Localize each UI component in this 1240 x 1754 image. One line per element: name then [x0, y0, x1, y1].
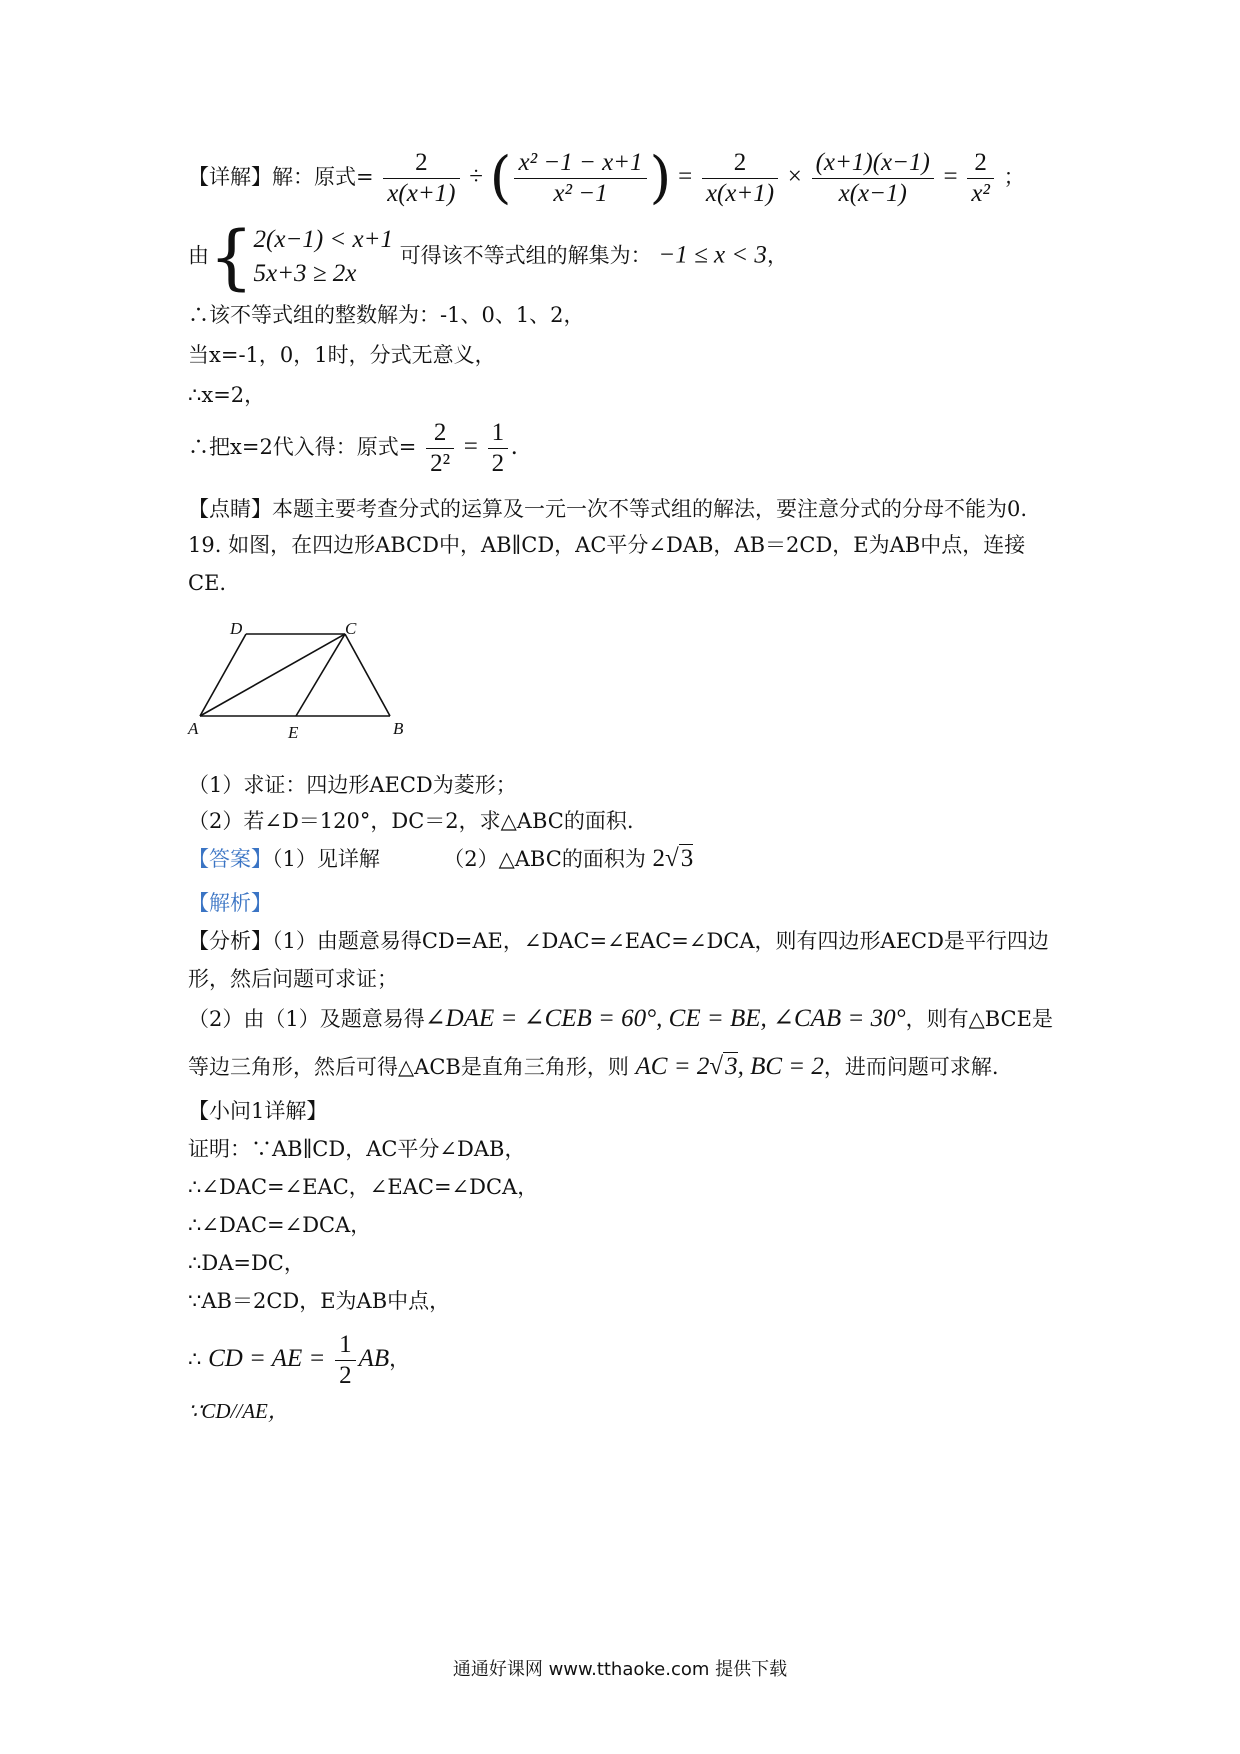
- answer-line: [188, 844, 693, 874]
- right-paren: ): [649, 145, 672, 211]
- analysis-line-3: [188, 1004, 1053, 1034]
- left-paren: (: [489, 145, 512, 211]
- analysis-line-3-tail: ，则有△BCE是: [905, 1007, 1053, 1031]
- undefined-values-line: 当x=-1，0，1时，分式无意义，: [188, 343, 496, 367]
- semicolon: ；: [1003, 165, 1025, 189]
- proof-line-4: ∴DA=DC，: [188, 1251, 305, 1275]
- label-c: C: [345, 619, 357, 638]
- fraction-2-over-2sq: $\frac{2}{\text{2²}}$: [426, 418, 454, 479]
- analysis-line-1: 【分析】（1）由题意易得CD=AE，∠DAC=∠EAC=∠DCA，则有四边形AECD是平行四边: [188, 929, 1049, 953]
- analysis-line-4: [188, 1052, 999, 1082]
- analysis-tag: 【解析】: [188, 891, 272, 915]
- inequality-1: 2(x−1) < x+1: [253, 226, 393, 253]
- you-text: 由: [188, 243, 209, 268]
- label-d: D: [230, 619, 243, 638]
- proof-line-1: 证明：∵AB∥CD，AC平分∠DAB，: [188, 1137, 526, 1161]
- equals-sign-3: =: [463, 433, 478, 460]
- answer-value: 2√3: [652, 845, 694, 872]
- solution-set: −1 ≤ x < 3: [658, 241, 767, 269]
- fraction-4: $\frac{(x+1)(x-1)}{x(x-1)}$: [812, 148, 934, 209]
- analysis-line-4-text: 等边三角形，然后可得△ACB是直角三角形，则: [188, 1055, 629, 1079]
- x-equals-2-line: ∴x=2，: [188, 383, 266, 407]
- fraction-3: $\frac{2}{x(x+1)}$: [702, 148, 778, 209]
- proof-line-2: ∴∠DAC=∠EAC，∠EAC=∠DCA，: [188, 1175, 539, 1199]
- analysis-line-3-math: ∠DAE = ∠CEB = 60°, CE = BE, ∠CAB = 30°: [424, 1005, 906, 1032]
- proof-line-5: ∵AB＝2CD，E为AB中点，: [188, 1289, 451, 1313]
- substitution-text: ∴把x=2代入得：原式=: [188, 435, 417, 459]
- answer-part-1: （1）见详解: [272, 847, 380, 871]
- fraction-1: $\frac{2}{x(x+1)}$: [383, 148, 459, 209]
- problem-19-line-1: 19. 如图，在四边形ABCD中，AB∥CD，AC平分∠DAB，AB＝2CD，E为AB中点，连接: [188, 533, 1026, 557]
- fraction-2: $\frac{\text{x² −1 − x+1}}{\text{x² −1}}$: [514, 148, 646, 209]
- substitution-line: [188, 418, 517, 479]
- period: .: [511, 433, 518, 460]
- cd-ae-eq: CD = AE =: [208, 1345, 326, 1372]
- footer-text: 通通好课网 www.tthaoke.com 提供下载: [452, 1659, 788, 1680]
- comma-2: ，: [389, 1347, 411, 1371]
- proof-line-3: ∴∠DAC=∠DCA，: [188, 1213, 372, 1237]
- inequality-2: 5x+3 ≥ 2x: [253, 260, 357, 287]
- answer-part-2: （2）△ABC的面积为: [443, 847, 646, 871]
- ab-text: AB: [358, 1345, 390, 1372]
- comma: ，: [766, 243, 788, 268]
- analysis-line-4-math: AC = 2√3, BC = 2: [635, 1053, 824, 1080]
- label-e: E: [288, 723, 299, 742]
- proof-line-7: ∵CD//AE，: [188, 1399, 289, 1423]
- answer-tag: 【答案】: [188, 847, 272, 871]
- equals-sign-2: =: [943, 163, 958, 190]
- therefore-sign: ∴: [188, 1347, 202, 1371]
- detail-tag: 【详解】: [188, 165, 272, 189]
- question-1: （1）求证：四边形AECD为菱形；: [188, 773, 517, 797]
- fraction-1-over-2: $\frac{1}{2}$: [488, 418, 509, 479]
- proof-tag: 【小问1详解】: [188, 1099, 328, 1123]
- times-sign: ×: [787, 163, 802, 190]
- proof-line-6: [188, 1330, 410, 1391]
- analysis-line-3-text: （2）由（1）及题意易得: [188, 1007, 425, 1031]
- question-2: （2）若∠D＝120°，DC＝2，求△ABC的面积.: [188, 809, 634, 833]
- fraction-5: $\frac{2}{\text{x²}}$: [967, 148, 994, 209]
- analysis-line-2: 形，然后问题可求证；: [188, 967, 398, 991]
- label-a: A: [188, 719, 199, 738]
- solution-line-simplify: [188, 145, 1025, 211]
- analysis-line-4-tail: ，进而问题可求解.: [823, 1055, 999, 1079]
- inequality-stack: [254, 223, 393, 291]
- problem-19-line-2: CE.: [188, 571, 227, 595]
- integer-solutions-line: ∴该不等式组的整数解为：-1、0、1、2，: [188, 303, 585, 327]
- label-b: B: [393, 719, 404, 738]
- left-brace: {: [209, 216, 254, 298]
- fraction-half: $\frac{1}{2}$: [335, 1330, 356, 1391]
- quadrilateral-figure: [188, 612, 460, 757]
- equals-sign: =: [678, 163, 693, 190]
- divide-sign: ÷: [469, 163, 483, 190]
- inequality-system-line: [188, 216, 788, 298]
- comment-line: 【点睛】本题主要考查分式的运算及一元一次不等式组的解法，要注意分式的分母不能为0.: [188, 497, 1028, 521]
- solution-set-text: 可得该不等式组的解集为：: [399, 243, 652, 268]
- jie-text: 解：原式=: [272, 165, 374, 189]
